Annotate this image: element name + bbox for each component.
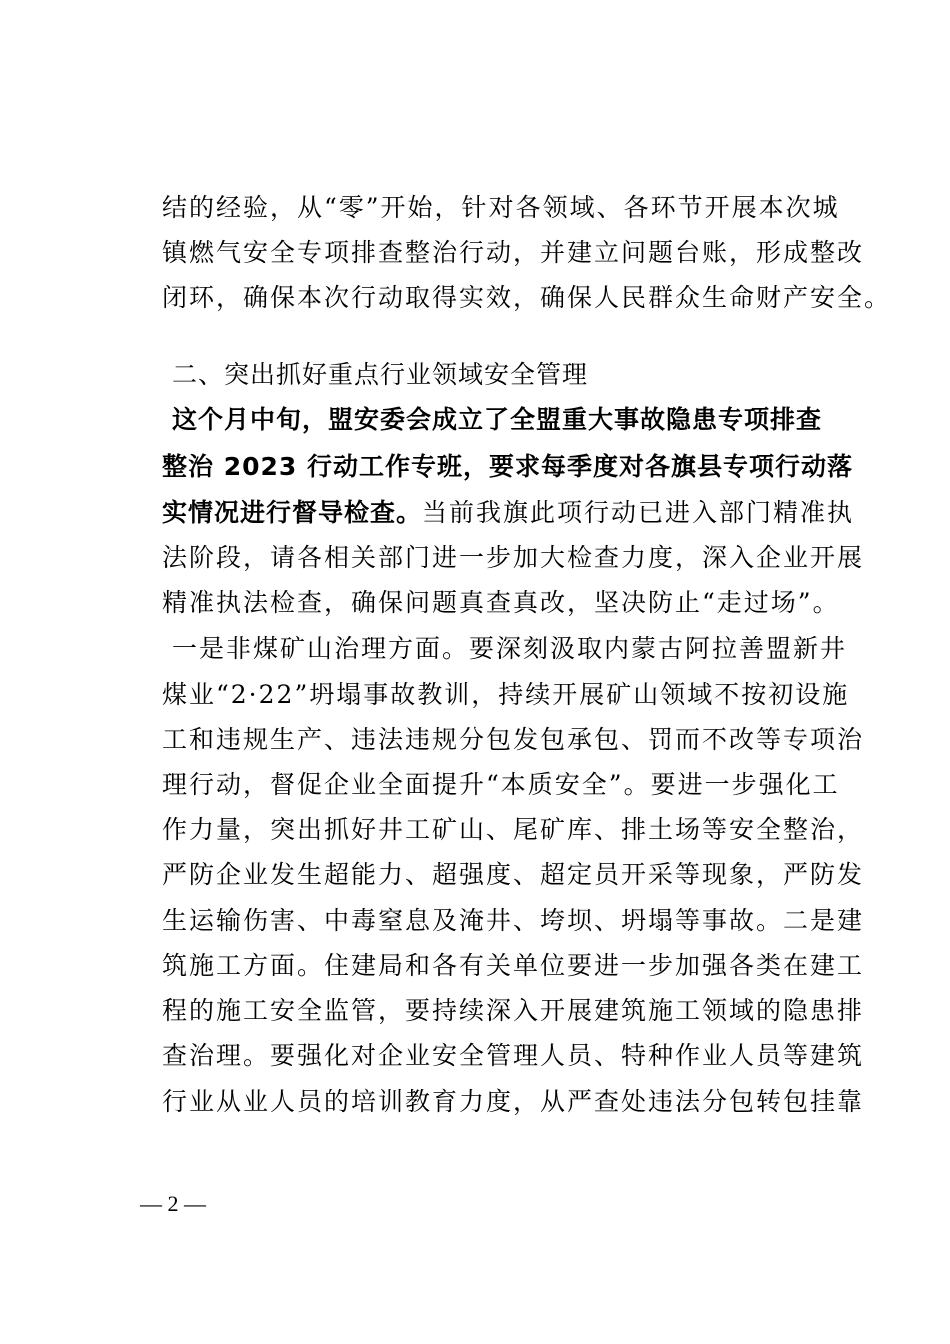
paragraph-line: 一是非煤矿山治理方面。要深刻汲取内蒙古阿拉善盟新井 <box>172 634 848 663</box>
paragraph-line: 结的经验，从“零”开始，针对各领域、各环节开展本次城 <box>162 193 840 222</box>
paragraph-line: 煤业“2·22”坍塌事故教训，持续开展矿山领域不按初设施 <box>162 680 850 709</box>
section-heading: 二、突出抓好重点行业领域安全管理 <box>172 360 589 389</box>
normal-text-span: 当前我旗此项行动已进入部门精准执 <box>422 498 855 527</box>
bold-text-span: 实情况进行督导检查。 <box>162 498 423 527</box>
paragraph-line: 工和违规生产、违法违规分包发包承包、罚而不改等专项治 <box>162 725 865 754</box>
paragraph-line: 行业从业人员的培训教育力度，从严查处违法分包转包挂靠 <box>162 1087 865 1116</box>
paragraph-line: 理行动，督促企业全面提升“本质安全”。要进一步强化工 <box>162 770 840 799</box>
paragraph-line: 闭环，确保本次行动取得实效，确保人民群众生命财产安全。 <box>162 283 892 312</box>
page-number: — 2 — <box>140 1191 206 1216</box>
paragraph-line: 生运输伤害、中毒窒息及淹井、垮坝、坍塌等事故。二是建 <box>162 906 865 935</box>
bold-paragraph-line: 整治 2023 行动工作专班，要求每季度对各旗县专项行动落 <box>162 452 853 481</box>
mixed-paragraph-line <box>162 498 855 528</box>
bold-paragraph-line: 这个月中旬，盟安委会成立了全盟重大事故隐患专项排查 <box>172 405 823 434</box>
paragraph-line: 法阶段，请各相关部门进一步加大检查力度，深入企业开展 <box>162 543 865 572</box>
paragraph-line: 镇燃气安全专项排查整治行动，并建立问题台账，形成整改 <box>162 238 865 267</box>
paragraph-line: 筑施工方面。住建局和各有关单位要进一步加强各类在建工 <box>162 951 865 980</box>
paragraph-line: 精准执法检查，确保问题真查真改，坚决防止“走过场”。 <box>162 588 840 617</box>
paragraph-line: 程的施工安全监管，要持续深入开展建筑施工领域的隐患排 <box>162 996 865 1025</box>
paragraph-line: 作力量，突出抓好井工矿山、尾矿库、排土场等安全整治， <box>162 815 865 844</box>
paragraph-line: 查治理。要强化对企业安全管理人员、特种作业人员等建筑 <box>162 1041 865 1070</box>
paragraph-line: 严防企业发生超能力、超强度、超定员开采等现象，严防发 <box>162 860 865 889</box>
